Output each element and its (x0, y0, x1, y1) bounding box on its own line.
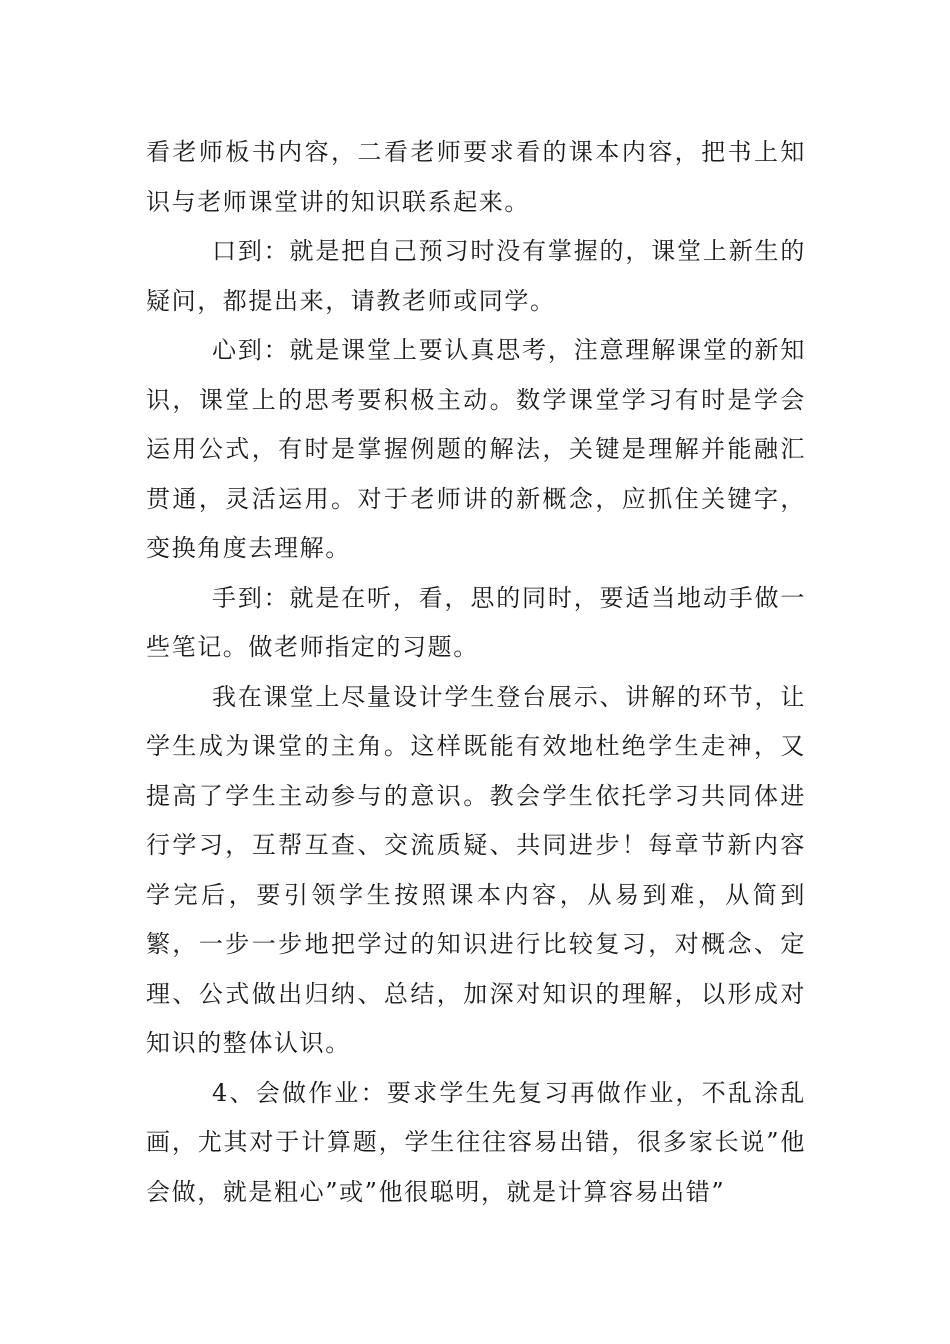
paragraph: 心到：就是课堂上要认真思考，注意理解课堂的新知识，课堂上的思考要积极主动。数学课堂学习有时是学会运用公式，有时是掌握例题的解法，关键是理解并能融汇贯通，灵活运用。对于老师讲的新概念，应抓住关键字，变换角度去理解。 (146, 336, 806, 562)
paragraph: 看老师板书内容，二看老师要求看的课本内容，把书上知识与老师课堂讲的知识联系起来。 (146, 138, 806, 216)
paragraph: 口到：就是把自己预习时没有掌握的，课堂上新生的疑问，都提出来，请教老师或同学。 (146, 237, 806, 315)
paragraph: 手到：就是在听，看，思的同时，要适当地动手做一些笔记。做老师指定的习题。 (146, 583, 806, 661)
paragraph: 4、会做作业：要求学生先复习再做作业，不乱涂乱画，尤其对于计算题，学生往往容易出错，很多家长说”他会做，就是粗心”或”他很聪明，就是计算容易出错” (146, 1078, 806, 1206)
body-text (146, 128, 806, 1217)
paragraph: 我在课堂上尽量设计学生登台展示、讲解的环节，让学生成为课堂的主角。这样既能有效地杜绝学生走神，又提高了学生主动参与的意识。教会学生依托学习共同体进行学习，互帮互查、交流质疑、共同进步！每章节新内容学完后，要引领学生按照课本内容，从易到难，从简到繁，一步一步地把学过的知识进行比较复习，对概念、定理、公式做出归纳、总结，加深对知识的理解，以形成对知识的整体认识。 (146, 682, 806, 1057)
